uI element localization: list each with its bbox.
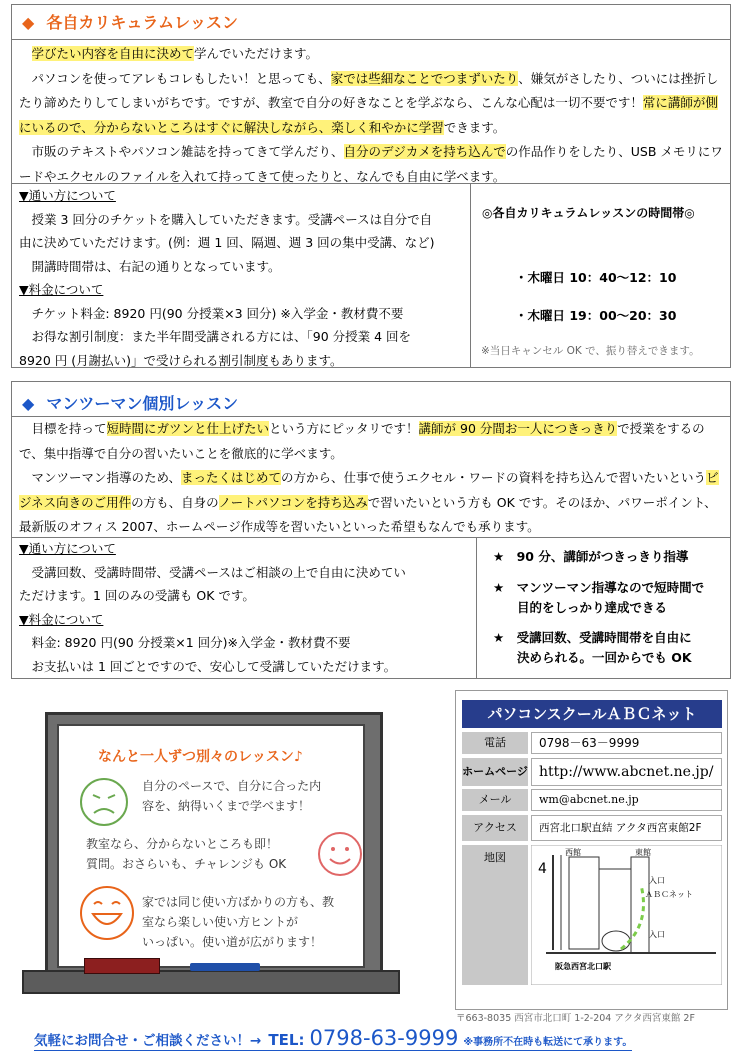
point-item bbox=[493, 628, 692, 668]
body-text: できます。 bbox=[443, 119, 506, 135]
fee-heading: ▼料金について bbox=[19, 611, 104, 627]
schedule-slot: ・木曜日 19：00～20：30 bbox=[515, 308, 677, 323]
point-text: 受講回数、受講時間帯を自由に bbox=[516, 630, 692, 645]
body-text: で授業をするので、集中指導で自分の習いたいことを徹底的に学べます。 bbox=[19, 421, 705, 461]
point-text: マンツーマン指導なので短時間で bbox=[516, 580, 705, 595]
tel-number[interactable]: 0798-63-9999 bbox=[309, 1026, 459, 1050]
sad-face-icon bbox=[78, 776, 130, 828]
whiteboard-tray bbox=[22, 970, 400, 994]
body-text: 市販のテキストやパソコン雑誌を持ってきて学んだり、 bbox=[31, 144, 344, 159]
board-line: 自分のペースで、自分に合った内 bbox=[142, 779, 322, 793]
map-label: 阪急西宮北口駅 bbox=[555, 962, 611, 971]
fee-line: チケット料金: 8920 円(90 分授業×3 回分) ※入学金・教材費不要 bbox=[31, 305, 404, 321]
section1-column-divider bbox=[470, 183, 471, 368]
highlighted-text: ノートパソコンを持ち込み bbox=[218, 494, 368, 510]
section2-details bbox=[19, 537, 406, 678]
section2-intro bbox=[19, 417, 725, 540]
point-text: 90 分、講師がつきっきり指導 bbox=[516, 549, 689, 564]
homepage-link[interactable]: http://www.abcnet.ne.jp/ bbox=[531, 758, 722, 786]
howto-line: 受講回数、受講時間帯、受講ペースはご相談の上で自由に決めてい bbox=[31, 564, 406, 580]
highlighted-text: 講師が 90 分間お一人につきっきり bbox=[418, 421, 618, 436]
point-item bbox=[493, 547, 688, 567]
fee-heading: ▼料金について bbox=[19, 282, 104, 297]
info-label: ホームページ bbox=[462, 758, 528, 786]
howto-line: ただけます。1 回のみの受講も OK です。 bbox=[19, 588, 255, 603]
board-title: なんと一人ずつ別々のレッスン♪ bbox=[98, 749, 303, 765]
contact-footer bbox=[34, 1026, 632, 1051]
highlighted-text: 自分のデジカメを持ち込んで bbox=[343, 144, 506, 159]
board-message bbox=[86, 834, 286, 874]
highlighted-text: 短時間にガツンと仕上げたい bbox=[106, 421, 270, 436]
contact-lead: 気軽にお問合せ・ご相談ください！→ bbox=[34, 1033, 262, 1049]
section1-details bbox=[19, 184, 435, 372]
howto-line: 開講時間帯は、右記の通りとなっています。 bbox=[31, 258, 281, 274]
marker-icon bbox=[190, 963, 260, 971]
board-line: 容を、納得いくまで学べます！ bbox=[142, 799, 311, 813]
schedule-slot: ・木曜日 10：40～12：10 bbox=[515, 270, 677, 285]
intro-paragraph bbox=[19, 466, 725, 540]
body-text: 学んでいただけます。 bbox=[194, 46, 319, 61]
body-text: パソコンを使ってアレもコレもしたい！と思っても、 bbox=[31, 70, 331, 86]
star-icon: ★ bbox=[493, 630, 505, 645]
schedule-note: ※当日キャンセル OK で、振り替えできます。 bbox=[481, 345, 700, 357]
body-text: の方も、自身の bbox=[131, 494, 219, 510]
map-label: 西館 bbox=[565, 848, 581, 857]
section1-title: ◆ 各自カリキュラムレッスン bbox=[22, 13, 238, 32]
highlighted-text: 常に講師が側にいるので、分からないところはすぐに解決しながら、楽しく和やかに学習 bbox=[19, 95, 718, 135]
board-line: 教室なら、分からないところも即！ bbox=[86, 837, 279, 851]
map-label: 東館 bbox=[635, 848, 651, 857]
phone-value[interactable]: 0798－63－9999 bbox=[531, 732, 722, 754]
map-diagram bbox=[531, 845, 722, 985]
address: 〒663-8035 西宮市北口町 1-2-204 アクタ西宮東館 2F bbox=[456, 1013, 695, 1024]
point-item bbox=[493, 578, 704, 618]
howto-line: 由に決めていただけます。(例：週 1 回、隔週、週 3 回の集中受講、など) bbox=[19, 235, 435, 250]
highlighted-text: ビジネス向きのご用件 bbox=[19, 470, 719, 510]
diamond-icon: ◆ bbox=[22, 394, 35, 413]
laughing-face-icon bbox=[76, 882, 138, 944]
intro-paragraph bbox=[19, 67, 725, 141]
howto-line: 授業 3 回分のチケットを購入していただきます。受講ペースは自分で自 bbox=[31, 211, 433, 227]
fee-line: 料金: 8920 円(90 分授業×1 回分)※入学金・教材費不要 bbox=[31, 635, 351, 650]
map-label: ＡＢＣネット bbox=[645, 890, 693, 899]
board-line: 家では同じ使い方ばかりの方も、教 bbox=[142, 895, 335, 909]
fee-line: 8920 円 (月謝払い)」で受けられる割引制度もあります。 bbox=[19, 352, 343, 368]
star-icon: ★ bbox=[493, 580, 505, 595]
highlighted-text: 家では些細なことでつまずいたり bbox=[330, 70, 519, 86]
section2-title: ◆ マンツーマン個別レッスン bbox=[22, 394, 239, 413]
tel-label: TEL: bbox=[268, 1031, 305, 1049]
map-label: 入口 bbox=[649, 930, 665, 939]
section1-title-underline bbox=[11, 39, 731, 40]
intro-paragraph bbox=[19, 42, 725, 67]
access-value: 西宮北口駅直結 アクタ西宮東館2F bbox=[531, 815, 722, 841]
schedule-title: ◎各自カリキュラムレッスンの時間帯◎ bbox=[482, 206, 695, 220]
section2-column-divider bbox=[476, 537, 477, 679]
body-text: の作品作りをしたり、USB メモリにワードやエクセルのファイルを入れて持ってきて使ったりと、なんでも自由に学べます。 bbox=[19, 144, 723, 184]
map-label: 入口 bbox=[649, 876, 665, 885]
body-text: で習いたいという方も OK です。そのほか、パワーポイント、最新版のオフィス 2007、ホームページ作成等を習いたいといった希望もなんでも承ります。 bbox=[19, 494, 717, 534]
body-text: の方から、仕事で使うエクセル・ワードの資料を持ち込んで習いたいという bbox=[281, 470, 707, 485]
body-text: 目標を持って bbox=[31, 421, 107, 436]
info-label: アクセス bbox=[462, 815, 528, 841]
board-message bbox=[142, 776, 321, 816]
info-label: 電話 bbox=[462, 732, 528, 754]
fee-line: お得な割引制度：また半年間受講される方には、「90 分授業 4 回を bbox=[31, 329, 412, 344]
board-line: 質問。おさらいも、チャレンジも OK bbox=[86, 857, 287, 871]
school-name: パソコンスクールＡＢＣネット bbox=[462, 700, 722, 728]
intro-paragraph bbox=[19, 140, 725, 189]
howto-heading: ▼通い方について bbox=[19, 188, 116, 203]
diamond-icon: ◆ bbox=[22, 13, 35, 32]
star-icon: ★ bbox=[493, 549, 505, 564]
smile-face-icon bbox=[316, 830, 364, 878]
board-line: いっぱい。使い道が広がります！ bbox=[142, 935, 323, 949]
body-text: 、嫌気がさしたり、ついには挫折したり諦めたりしてしまいがちです。ですが、教室で自分の好きなことを学ぶなら、こんな心配は一切不要です！ bbox=[19, 70, 719, 110]
info-label: メール bbox=[462, 789, 528, 811]
intro-paragraph bbox=[19, 417, 725, 466]
svg-text:4: 4 bbox=[538, 861, 547, 877]
highlighted-text: まったくはじめて bbox=[181, 470, 282, 485]
body-text: マンツーマン指導のため、 bbox=[31, 470, 182, 485]
fee-line: お支払いは 1 回ごとですので、安心して受講していただけます。 bbox=[31, 658, 397, 674]
email-link[interactable]: wm@abcnet.ne.jp bbox=[531, 789, 722, 811]
info-label: 地図 bbox=[462, 845, 528, 879]
howto-heading: ▼通い方について bbox=[19, 541, 116, 556]
highlighted-text: 学びたい内容を自由に決めて bbox=[31, 46, 195, 61]
map-area bbox=[462, 879, 528, 985]
section1-intro bbox=[19, 42, 725, 189]
point-text: 決められる。一回からでも OK bbox=[517, 650, 692, 665]
footer-note: ※事務所不在時も転送にて承ります。 bbox=[463, 1037, 633, 1048]
board-line: 室なら楽しい使い方ヒントが bbox=[142, 915, 299, 929]
board-message bbox=[142, 892, 334, 952]
eraser-icon bbox=[84, 958, 160, 974]
point-text: 目的をしっかり達成できる bbox=[517, 600, 668, 615]
body-text: という方にピッタリです！ bbox=[269, 421, 419, 436]
